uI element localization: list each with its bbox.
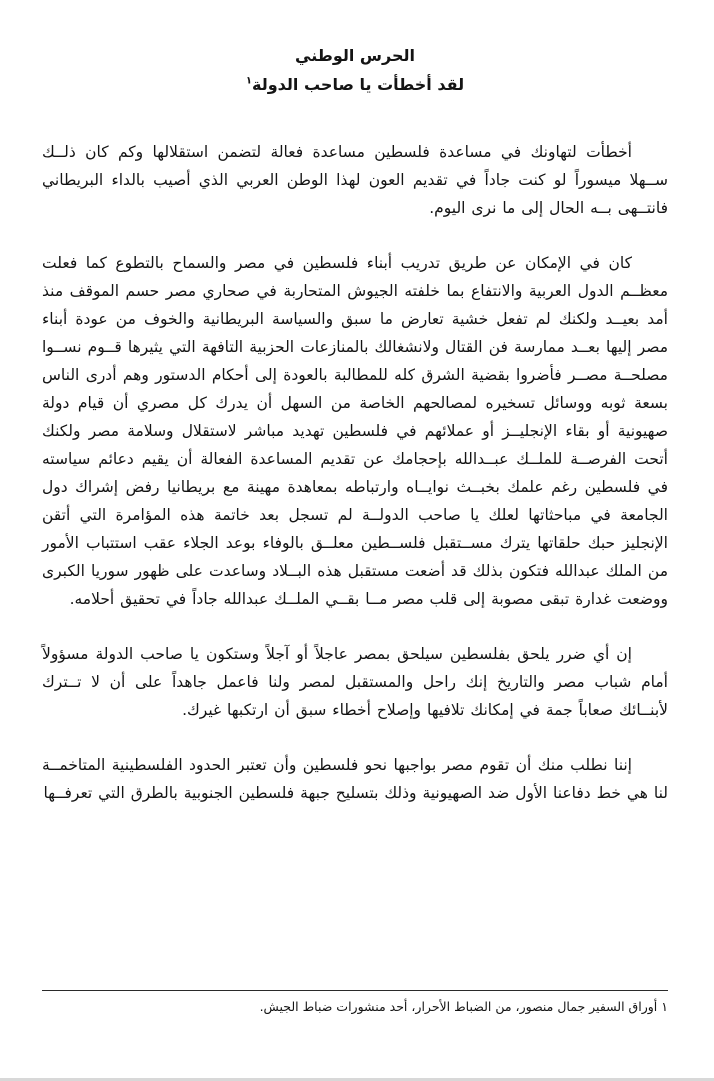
document-content	[42, 46, 668, 807]
document-subtitle	[42, 75, 668, 94]
paragraph-1: أخطأت لتهاونك في مساعدة فلسطين مساعدة فعالة لتضمن استقلالها وكم كان ذلــك ســهلا ميسوراً لو كنت جاداً في تقديم العون لهذا الوطن العربي الذي أصيب بالداء البريطاني فانتــهى بــه الحال إلى ما نرى اليوم.	[42, 143, 668, 217]
subtitle-text: لقد أخطأت يا صاحب الدولة	[252, 75, 465, 94]
subtitle-footnote-marker: ١	[245, 75, 253, 87]
paragraph-3: إن أي ضرر يلحق بفلسطين سيلحق بمصر عاجلاً أو آجلاً وستكون يا صاحب الدولة مسؤولاً أمام شباب مصر والتاريخ إنك راحل والمستقبل لمصر ولنا فاعمل جاهداً على أن لا تــترك لأبنــائك صعاباً جمة في إمكانك تلافيها وإصلاح أخطاء سبق أن ارتكبها غيرك.	[42, 645, 668, 719]
paragraph-2: كان في الإمكان عن طريق تدريب أبناء فلسطين في مصر والسماح بالتطوع كما فعلت معظــم الدول العربية والانتفاع بما خلفته الجيوش المتحاربة في صحاري مصر حسم الموقف منذ أمد بعيــد ولكنك لم تفعل خشية تعارض ما سبق والسياسة البريطانية والخوف من عودة أبناء مصر إليها بعــد ممارسة فن القتال ولانشغالك بالمنازعات الحزبية التافهة التي يثيرها قــوم نســوا مصلحــة مصــر فأضروا بقضية الشرق كله للمطالبة بالعودة إلى أحكام الدستور وهم أدرى الناس بسعة ثوبه ووسائل تسخيره لمصالحهم الخاصة من السهل أن يدرك كل مصري أن قيام دولة صهيونية أو بقاء الإنجليــز أو عملائهم في فلسطين تهديد مباشر لاستقلال وسلامة مصر ولكنك أتحت الفرصــة للملــك عبــدالله بإحجامك عن تقديم المساعدة الفعالة أن يقيم دعائم سياسته في فلسطين رغم علمك بخبــث نوايــاه وارتباطه بمعاهدة مهينة مع بريطانيا رفض إشراك دول الجامعة في مباحثاتها لعلك يا صاحب الدولــة لم تسجل بعد خاتمة هذه المؤامرة التي أتقن الإنجليز حبك حلقاتها يترك مســتقبل فلســطين معلــق بالوفاء بوعد الجلاء عقب استتباب الأمور من الملك عبدالله فتكون بذلك قد أضعت مستقبل هذه البــلاد وساعدت على ظهور سوريا الكبرى ووضعت غدارة تبقى مصوبة إلى قلب مصر مــا بقــي الملــك عبدالله جاداً في تحقيق أحلامه.	[42, 254, 668, 608]
footnote-text: أوراق السفير جمال منصور، من الضباط الأحرار، أحد منشورات ضباط الجيش.	[259, 999, 658, 1014]
footnote	[42, 990, 668, 1016]
footnote-marker: ١	[661, 999, 668, 1014]
paragraph-4: إننا نطلب منك أن تقوم مصر بواجبها نحو فلسطين وأن تعتبر الحدود الفلسطينية المتاخمــة لنا هي خط دفاعنا الأول ضد الصهيونية وذلك بتسليح جبهة فلسطين الجنوبية بالطرق التي تعرفــها	[42, 756, 668, 802]
document-title: الحرس الوطني	[295, 46, 415, 65]
